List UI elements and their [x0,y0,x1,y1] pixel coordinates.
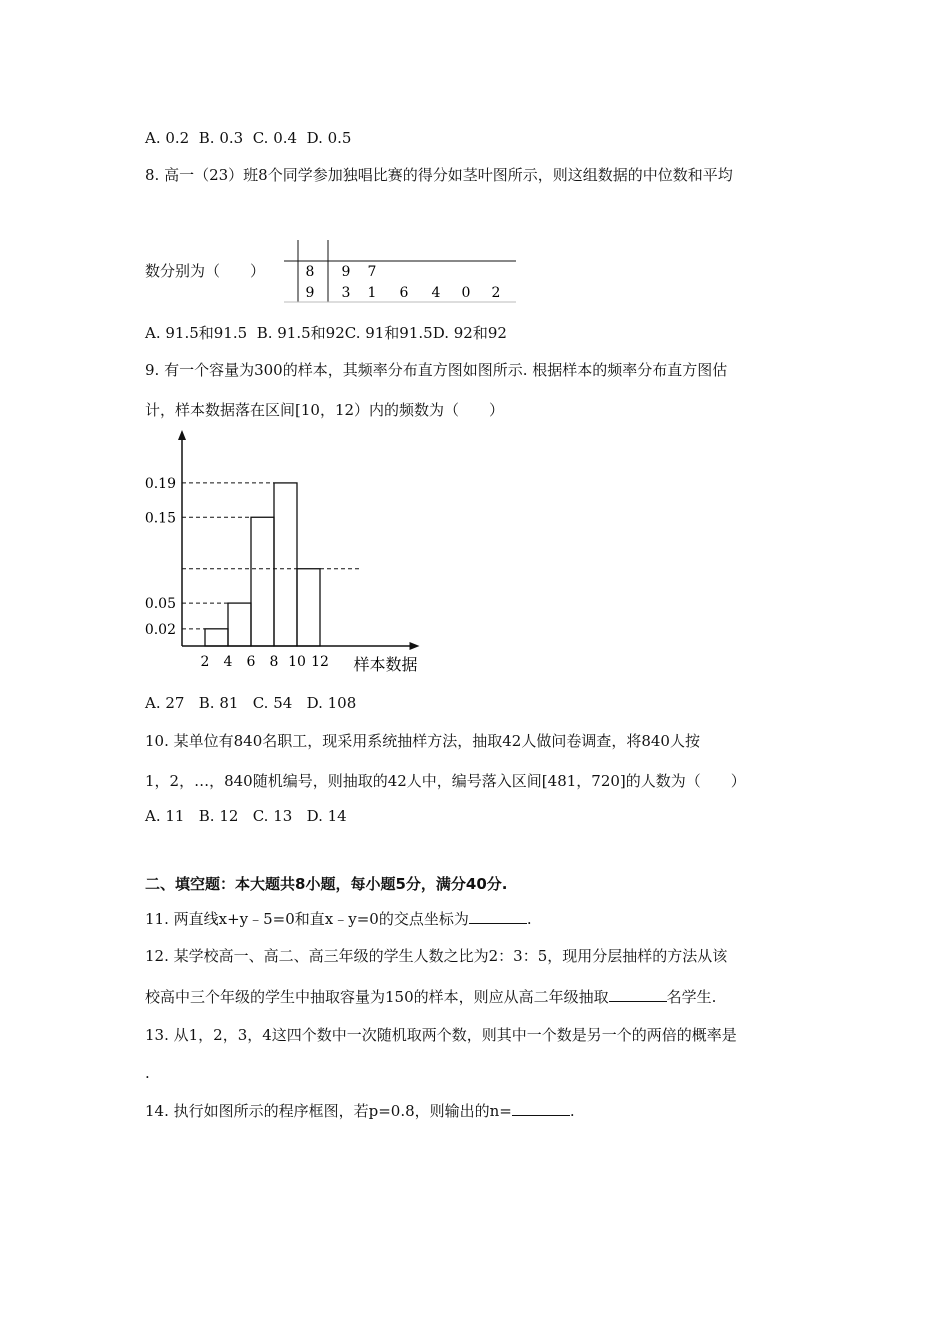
leaf-8-1: 7 [367,264,377,280]
x-tick-label-4: 10 [288,654,306,670]
x-axis-label: 样本数据 [353,655,418,674]
histogram-bar-1 [228,603,251,646]
leaf-8-0: 9 [341,264,351,280]
leaf-9-1: 1 [367,285,377,301]
stem-leaf-plot [280,238,520,308]
x-axis-arrow [410,642,420,650]
q13-text-line2: . [145,1064,150,1082]
leaf-9-5: 2 [491,285,501,301]
y-axis-arrow [178,430,186,440]
y-tick-label-2: 0.15 [144,510,176,527]
q14-text-after: . [569,1102,575,1120]
x-tick-label-0: 2 [200,654,210,670]
q14-answer-blank[interactable] [512,1101,570,1116]
histogram-bar-4 [297,569,320,646]
q10-options: A. 11 B. 12 C. 13 D. 14 [145,807,347,825]
q11-answer-blank[interactable] [469,909,527,924]
q9-options: A. 27 B. 81 C. 54 D. 108 [145,694,357,712]
x-tick-label-1: 4 [223,654,233,670]
q13-text-line1: 13. 从1，2，3，4这四个数中一次随机取两个数，则其中一个数是另一个的两倍的概率是 [145,1026,737,1044]
y-tick-label-0: 0.02 [144,621,176,638]
q11-text [145,909,532,929]
y-tick-label-3: 0.19 [144,475,176,492]
leaf-9-2: 6 [399,285,409,301]
q11-text-before: 11. 两直线x+y﹣5=0和直x﹣y=0的交点坐标为 [145,910,469,928]
histogram-bar-3 [274,483,297,646]
histogram-bar-0 [205,629,228,646]
stem-9: 9 [305,285,315,301]
section2-heading: 二、填空题：本大题共8小题，每小题5分，满分40分. [145,875,508,893]
histogram-bar-2 [251,517,274,646]
q14-text-before: 14. 执行如图所示的程序框图，若p=0.8，则输出的n= [145,1102,512,1120]
frequency-histogram [140,430,440,680]
leaf-9-3: 4 [431,285,441,301]
q10-text-line1: 10. 某单位有840名职工，现采用系统抽样方法，抽取42人做问卷调查，将840人按 [145,732,700,750]
q9-text-line2: 计，样本数据落在区间[10，12）内的频数为（ ） [145,401,505,419]
q8-options: A. 91.5和91.5 B. 91.5和92C. 91和91.5D. 92和92 [145,324,507,342]
q12-text-before: 校高中三个年级的学生中抽取容量为150的样本，则应从高二年级抽取 [145,988,609,1006]
x-tick-label-5: 12 [311,654,329,670]
q12-text-line2 [145,987,716,1007]
x-tick-label-3: 8 [269,654,279,670]
q12-text-line1: 12. 某学校高一、高二、高三年级的学生人数之比为2：3：5，现用分层抽样的方法从该 [145,947,728,965]
q9-text-line1: 9. 有一个容量为300的样本，其频率分布直方图如图所示. 根据样本的频率分布直方图估 [145,361,728,379]
q12-answer-blank[interactable] [609,987,667,1002]
q14-text [145,1101,575,1121]
q10-text-line2: 1，2，…，840随机编号，则抽取的42人中，编号落入区间[481，720]的人数为（ ） [145,772,746,790]
stem-8: 8 [305,264,315,280]
q8-text-line1: 8. 高一（23）班8个同学参加独唱比赛的得分如茎叶图所示，则这组数据的中位数和平均 [145,166,733,184]
q11-text-after: . [526,910,532,928]
q12-text-after: 名学生. [666,988,717,1006]
q7-options: A. 0.2 B. 0.3 C. 0.4 D. 0.5 [145,129,352,147]
leaf-9-0: 3 [341,285,351,301]
x-tick-label-2: 6 [246,654,256,670]
leaf-9-4: 0 [461,285,471,301]
y-tick-label-1: 0.05 [144,596,176,613]
q8-text-line2: 数分别为（ ） [145,262,266,280]
